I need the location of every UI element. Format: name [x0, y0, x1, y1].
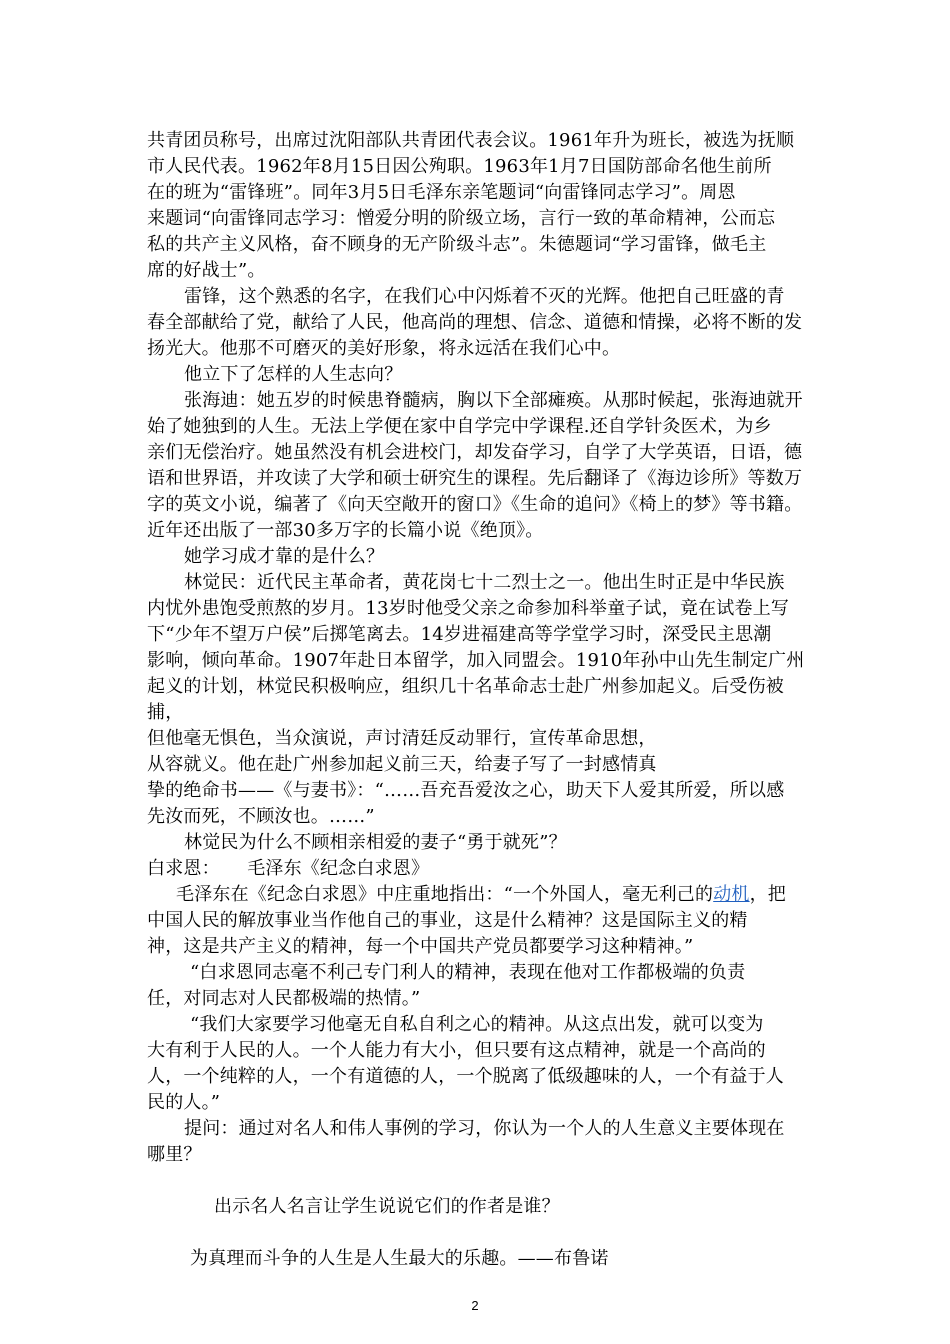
text-line: 从容就义。他在赴广州参加起义前三天，给妻子写了一封感情真 [147, 754, 657, 775]
text-line: 私的共产主义风格，奋不顾身的无产阶级斗志”。朱德题词“学习雷锋，做毛主 [147, 234, 767, 255]
quote-text: ，把 [749, 884, 787, 905]
section-heading: 白求恩： 毛泽东《纪念白求恩》 [147, 858, 430, 879]
text-line: 近年还出版了一部30多万字的长篇小说《绝顶》。 [147, 520, 544, 541]
text-line: 内忧外患饱受煎熬的岁月。13岁时他受父亲之命参加科举童子试，竟在试卷上写 [147, 598, 790, 619]
question-line: 提问：通过对名人和伟人事例的学习，你认为一个人的人生意义主要体现在 [184, 1118, 785, 1139]
text-line: 在的班为“雷锋班”。同年3月5日毛泽东亲笔题词“向雷锋同志学习”。周恩 [147, 182, 736, 203]
text-line: 挚的绝命书——《与妻书》：“……吾充吾爱汝之心，助天下人爱其所爱，所以感 [147, 780, 785, 801]
text-line: 中国人民的解放事业当作他自己的事业，这是什么精神？这是国际主义的精 [147, 910, 748, 931]
question-line: 她学习成才靠的是什么？ [184, 546, 385, 567]
text-line: 神，这是共产主义的精神，每一个中国共产党员都要学习这种精神。” [147, 936, 694, 957]
question-line: 林觉民为什么不顾相亲相爱的妻子“勇于就死”？ [184, 832, 567, 853]
page-number: 2 [471, 1298, 479, 1313]
text-line: 捕， [147, 702, 184, 723]
paragraph-start: 雷锋，这个熟悉的名字，在我们心中闪烁着不灭的光辉。他把自己旺盛的青 [184, 286, 785, 307]
quote-line: “我们大家要学习他毫无自私自利之心的精神。从这点出发，就可以变为 [190, 1014, 764, 1035]
text-line: 席的好战士”。 [147, 260, 266, 281]
paragraph-start: 张海迪：她五岁的时候患脊髓病，胸以下全部瘫痪。从那时候起，张海迪就开 [184, 390, 803, 411]
text-line: 民的人。” [147, 1092, 221, 1113]
text-line: 语和世界语，并攻读了大学和硕士研究生的课程。先后翻译了《海边诊所》等数万 [147, 468, 803, 489]
text-line: 始了她独到的人生。无法上学便在家中自学完中学课程.还自学针灸医术，为乡 [147, 416, 772, 437]
text-line: 任，对同志对人民都极端的热情。” [147, 988, 421, 1009]
text-line: 亲们无偿治疗。她虽然没有机会进校门，却发奋学习，自学了大学英语，日语，德 [147, 442, 803, 463]
quote-line: “白求恩同志毫不利己专门利人的精神，表现在他对工作都极端的负责 [190, 962, 746, 983]
text-line: 影响，倾向革命。1907年赴日本留学，加入同盟会。1910年孙中山先生制定广州 [147, 650, 805, 671]
quotation-line: 为真理而斗争的人生是人生最大的乐趣。——布鲁诺 [190, 1248, 609, 1269]
text-line: 扬光大。他那不可磨灭的美好形象，将永远活在我们心中。 [147, 338, 621, 359]
motive-link[interactable]: 动机 [713, 884, 750, 905]
text-line: 共青团员称号，出席过沈阳部队共青团代表会议。1961年升为班长，被选为抚顺 [147, 130, 795, 151]
text-line: 先汝而死，不顾汝也。……” [147, 806, 375, 827]
text-line: 市人民代表。1962年8月15日因公殉职。1963年1月7日国防部命名他生前所 [147, 156, 772, 177]
text-line: 来题词“向雷锋同志学习：憎爱分明的阶级立场，言行一致的革命精神，公而忘 [147, 208, 776, 229]
text-line: 起义的计划，林觉民积极响应，组织几十名革命志士赴广州参加起义。后受伤被 [147, 676, 784, 697]
text-line: 人，一个纯粹的人，一个有道德的人，一个脱离了低级趣味的人，一个有益于人 [147, 1066, 784, 1087]
question-line: 他立下了怎样的人生志向？ [184, 364, 403, 385]
paragraph-start: 林觉民：近代民主革命者，黄花岗七十二烈士之一。他出生时正是中华民族 [184, 572, 785, 593]
text-line: 下“少年不望万户侯”后掷笔离去。14岁进福建高等学堂学习时，深受民主思潮 [147, 624, 772, 645]
text-line: 但他毫无惧色，当众演说，声讨清廷反动罪行，宣传革命思想， [147, 728, 657, 749]
text-line: 春全部献给了党，献给了人民，他高尚的理想、信念、道德和情操，必将不断的发 [147, 312, 803, 333]
text-line: 哪里？ [147, 1144, 202, 1165]
quote-line [176, 882, 786, 908]
text-line: 大有利于人民的人。一个人能力有大小，但只要有这点精神，就是一个高尚的 [147, 1040, 766, 1061]
instruction-line: 出示名人名言让学生说说它们的作者是谁？ [214, 1196, 560, 1217]
text-line: 字的英文小说，编著了《向天空敞开的窗口》《生命的追问》《椅上的梦》等书籍。 [147, 494, 803, 515]
quote-text: 毛泽东在《纪念白求恩》中庄重地指出：“一个外国人，毫无利己的 [176, 884, 714, 905]
